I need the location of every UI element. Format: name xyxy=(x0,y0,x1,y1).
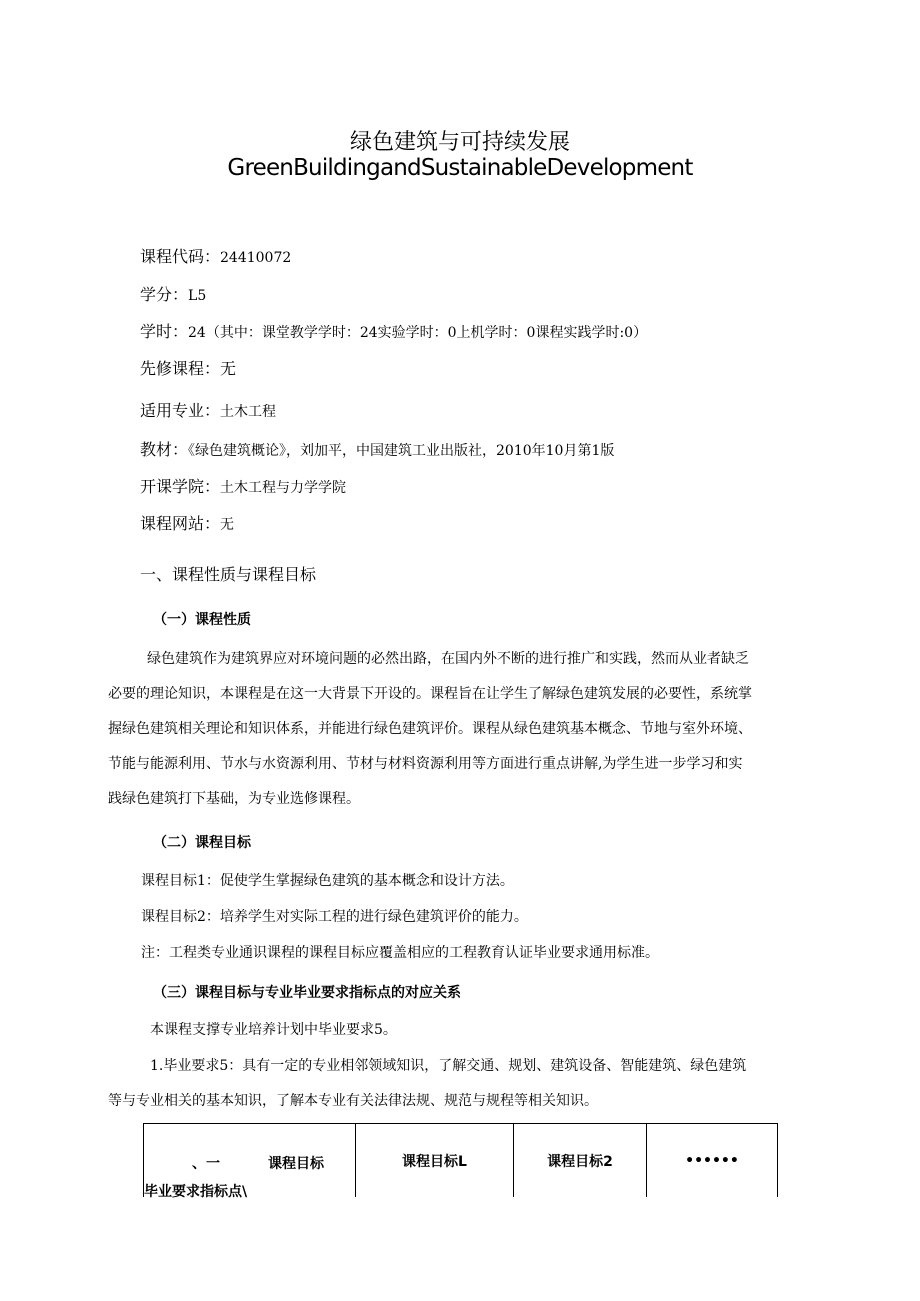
corner-label-a: 、一 xyxy=(192,1155,220,1172)
corner-label-indicator: 毕业要求指标点\ xyxy=(144,1183,248,1200)
table-corner-cell xyxy=(144,1124,356,1198)
meta-website: 课程网站：无 xyxy=(140,514,235,533)
course-title-en: GreenBuildingandSustainableDevelopment xyxy=(227,155,693,181)
meta-textbook: 教材：《绿色建筑概论》，刘加平，中国建筑工业出版社，2010年10月第1版 xyxy=(140,440,615,459)
nature-line: 握绿色建筑相关理论和知识体系，并能进行绿色建筑评价。课程从绿色建筑基本概念、节地与室外环境、 xyxy=(108,721,752,737)
table-header-goal-2: 课程目标2 xyxy=(514,1124,647,1198)
nature-line: 践绿色建筑打下基础，为专业选修课程。 xyxy=(108,791,360,807)
section-heading: 一、课程性质与课程目标 xyxy=(140,565,317,584)
meta-prerequisite: 先修课程：无 xyxy=(140,359,237,378)
meta-hours: 学时：24（其中：课堂教学学时：24实验学时：0上机学时：0课程实践学时:0） xyxy=(140,322,648,341)
course-title-cn: 绿色建筑与可持续发展 xyxy=(349,130,570,155)
nature-line: 必要的理论知识，本课程是在这一大背景下开设的。课程旨在让学生了解绿色建筑发展的必要性，系统掌 xyxy=(108,686,752,702)
goal-2: 课程目标2：培养学生对实际工程的进行绿色建筑评价的能力。 xyxy=(141,909,528,925)
table-header-ellipsis: •••••• xyxy=(647,1124,778,1198)
requirement-line: 1.毕业要求5：具有一定的专业相邻领域知识，了解交通、规划、建筑设备、智能建筑、绿色建筑 xyxy=(150,1058,747,1074)
nature-line: 节能与能源利用、节水与水资源利用、节材与材料资源利用等方面进行重点讲解,为学生进一步学习和实 xyxy=(108,756,743,772)
table-header-goal-1: 课程目标L xyxy=(356,1124,514,1198)
note: 注：工程类专业通识课程的课程目标应覆盖相应的工程教育认证毕业要求通用标准。 xyxy=(141,945,659,961)
meta-major: 适用专业：土木工程 xyxy=(140,401,277,420)
table-row xyxy=(144,1124,778,1198)
nature-line: 绿色建筑作为建筑界应对环境问题的必然出路，在国内外不断的进行推广和实践，然而从业者缺乏 xyxy=(147,651,749,667)
subsection-mapping: （三）课程目标与专业毕业要求指标点的对应关系 xyxy=(153,985,461,1001)
support-statement: 本课程支撑专业培养计划中毕业要求5。 xyxy=(150,1022,397,1038)
subsection-goals: （二）课程目标 xyxy=(153,835,251,851)
meta-credits: 学分：L5 xyxy=(140,285,207,304)
requirement-line: 等与专业相关的基本知识，了解本专业有关法律法规、规范与规程等相关知识。 xyxy=(108,1093,598,1109)
mapping-table xyxy=(143,1123,778,1200)
meta-course-code: 课程代码：24410072 xyxy=(140,247,292,266)
subsection-nature: （一）课程性质 xyxy=(153,612,251,628)
meta-college: 开课学院：土木工程与力学学院 xyxy=(140,477,347,496)
goal-1: 课程目标1：促使学生掌握绿色建筑的基本概念和设计方法。 xyxy=(141,873,514,889)
corner-label-goal: 课程目标 xyxy=(268,1155,324,1172)
